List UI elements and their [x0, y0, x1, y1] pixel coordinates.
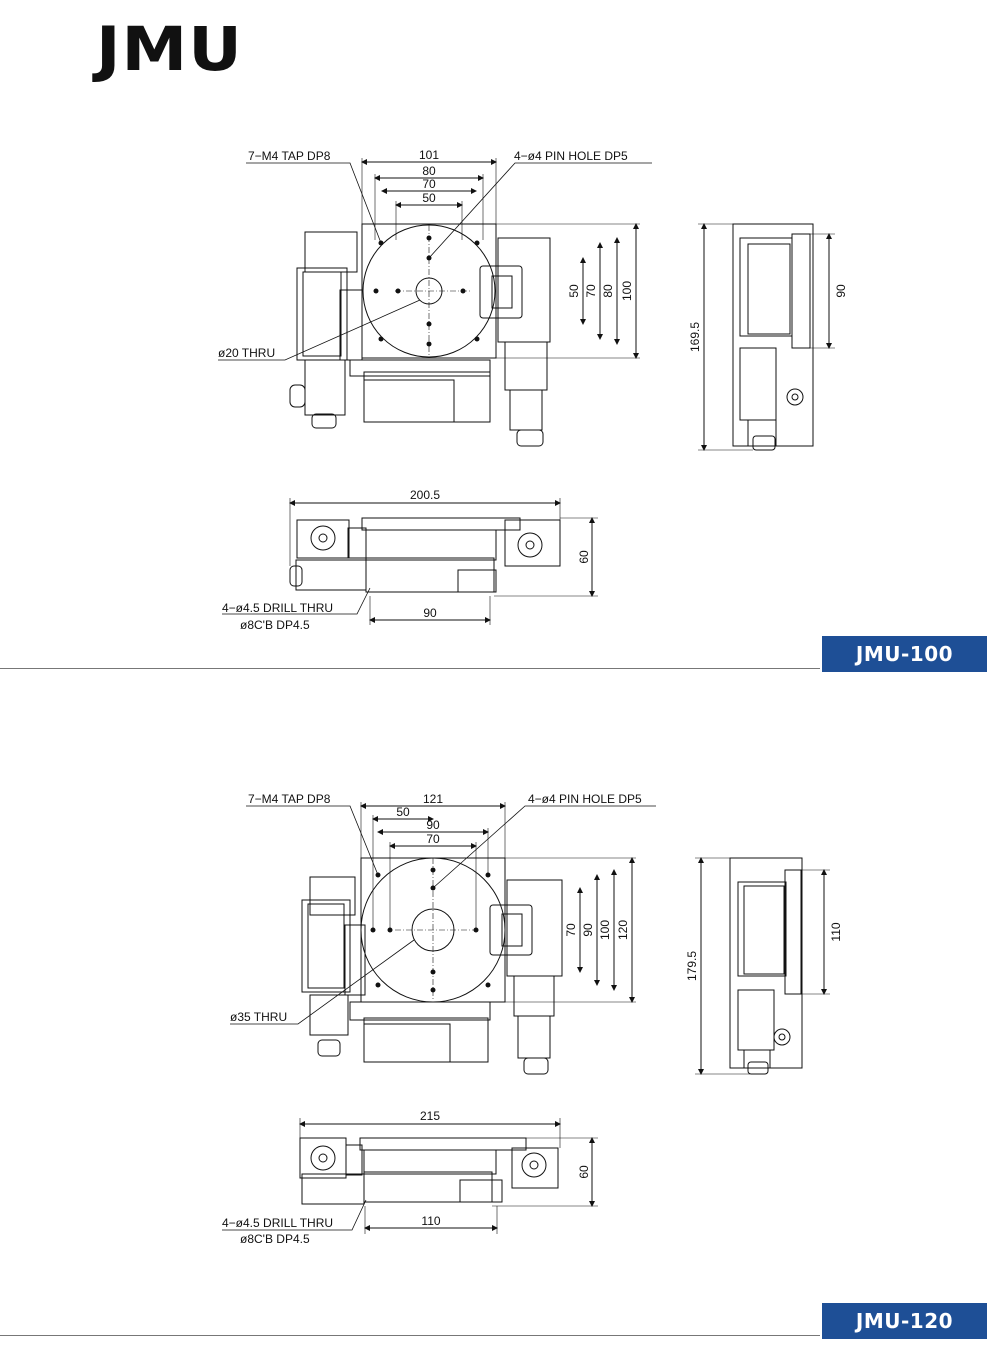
drill-label: 4−ø4.5 DRILL THRU [222, 1216, 334, 1230]
dim-h-label: 90 [426, 818, 440, 832]
dim-v-label: 70 [584, 284, 598, 298]
dim-v-label: 90 [581, 923, 595, 937]
dim-v-label: 120 [616, 919, 630, 941]
front-height-label: 60 [577, 550, 591, 564]
section-divider [0, 668, 820, 669]
brand-logo: JMU [96, 14, 243, 85]
dim-v-label: 70 [564, 923, 578, 937]
model-badge-jmu-120: JMU-120 [822, 1303, 987, 1339]
side-view-jmu-100 [698, 224, 835, 450]
dim-h-label: 50 [422, 191, 436, 205]
tap-label: 7−M4 TAP DP8 [248, 792, 331, 806]
front-base-label: 110 [421, 1214, 441, 1228]
counterbore-label: ø8C'B DP4.5 [240, 618, 310, 632]
tap-label: 7−M4 TAP DP8 [248, 149, 331, 163]
pin-label: 4−ø4 PIN HOLE DP5 [514, 149, 628, 163]
dim-h-label: 70 [426, 832, 440, 846]
section-jmu-120 [222, 802, 830, 1234]
side-height-label: 169.5 [688, 321, 702, 353]
dim-v-label: 80 [601, 284, 615, 298]
section-divider [0, 1335, 820, 1336]
thru-label: ø35 THRU [230, 1010, 288, 1024]
front-height-label: 60 [577, 1165, 591, 1179]
dim-h-label: 80 [422, 164, 436, 178]
side-inner-label: 110 [829, 922, 843, 942]
side-inner-label: 90 [834, 284, 848, 298]
front-base-label: 90 [423, 606, 437, 620]
pin-label: 4−ø4 PIN HOLE DP5 [528, 792, 642, 806]
dim-v-label: 100 [620, 280, 634, 302]
counterbore-label: ø8C'B DP4.5 [240, 1232, 310, 1246]
section-jmu-100 [218, 158, 835, 625]
dim-h-label: 121 [422, 792, 444, 806]
dim-h-label: 70 [422, 177, 436, 191]
top-view-jmu-120 [230, 802, 656, 1074]
front-width-label: 215 [419, 1109, 441, 1123]
side-view-jmu-120 [695, 858, 830, 1074]
front-width-label: 200.5 [409, 488, 441, 502]
side-height-label: 179.5 [685, 950, 699, 982]
dim-v-label: 100 [598, 919, 612, 941]
model-badge-jmu-100: JMU-100 [822, 636, 987, 672]
dim-v-label: 50 [567, 284, 581, 298]
dim-h-label: 50 [396, 805, 410, 819]
dim-h-label: 101 [418, 148, 440, 162]
thru-label: ø20 THRU [218, 346, 276, 360]
drill-label: 4−ø4.5 DRILL THRU [222, 601, 334, 615]
